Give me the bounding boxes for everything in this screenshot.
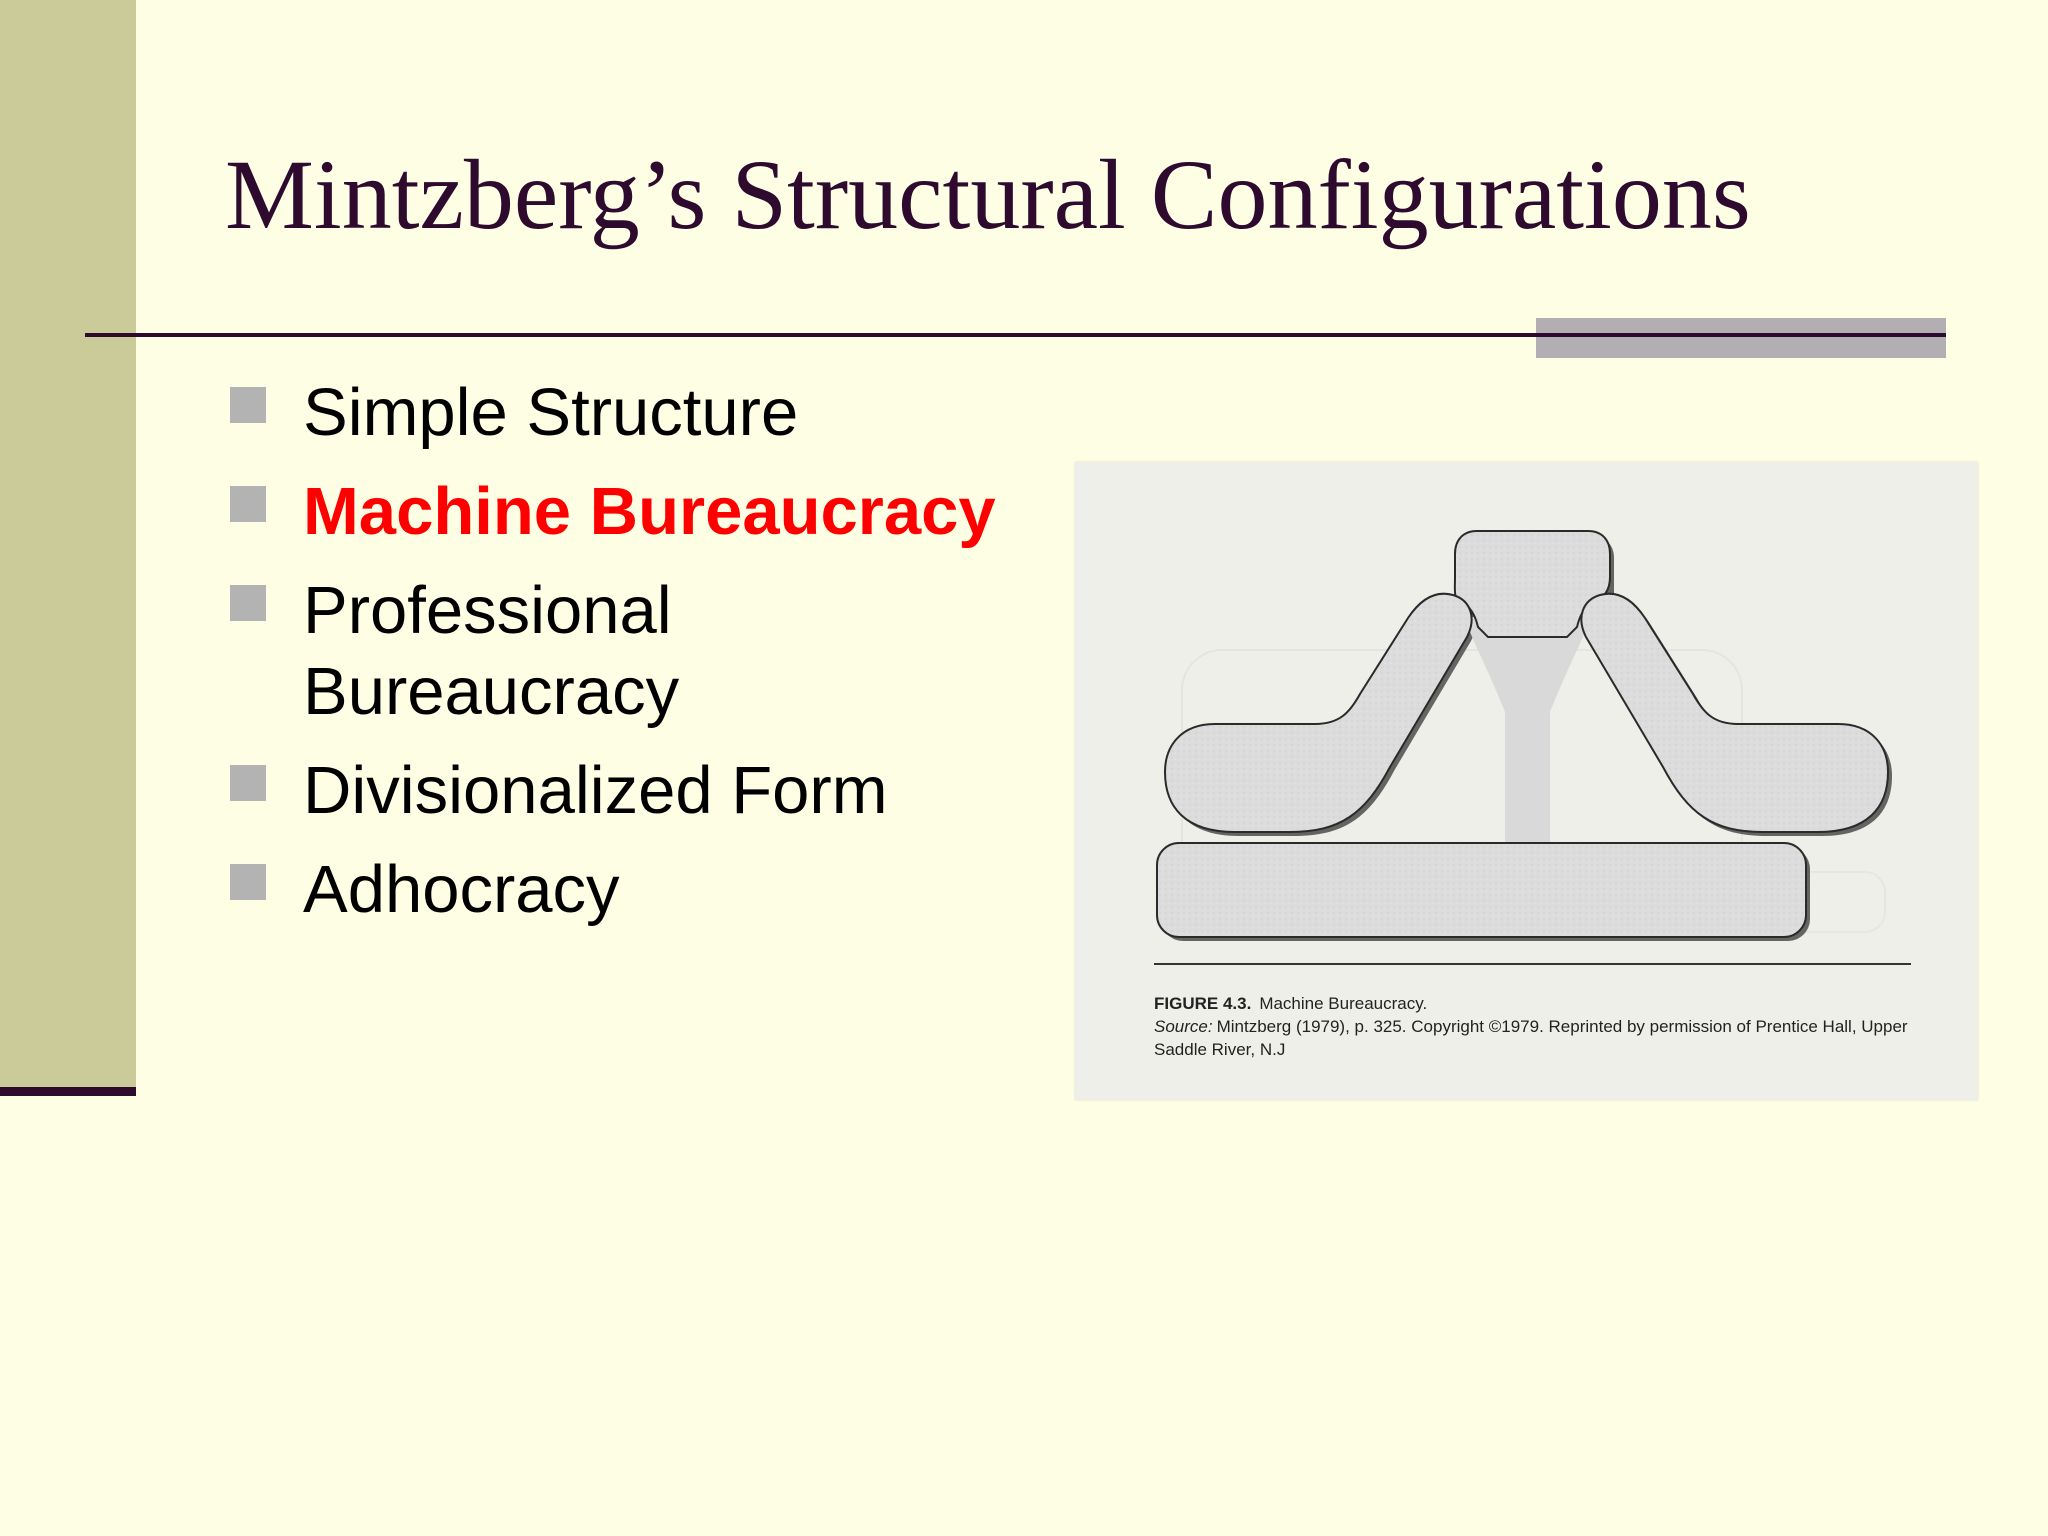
square-bullet-icon [230, 765, 266, 801]
title-rule-accent-line [1536, 333, 1946, 337]
bullet-list [230, 372, 1050, 948]
bullet-text: Professional Bureaucracy [303, 573, 680, 729]
figure-caption-text: Machine Bureaucracy. [1259, 994, 1428, 1013]
figure-caption [1154, 992, 1954, 1061]
support-staff [1581, 594, 1888, 832]
sidebar-bar [0, 0, 136, 1090]
square-bullet-icon [230, 864, 266, 900]
sidebar-base-line [0, 1087, 136, 1096]
bullet-text: Divisionalized Form [303, 753, 888, 828]
bullet-professional-bureaucracy [230, 570, 823, 732]
bullet-divisionalized-form [230, 750, 1050, 831]
figure-label: FIGURE 4.3. [1154, 994, 1252, 1013]
bullet-text: Machine Bureaucracy [303, 474, 996, 549]
square-bullet-icon [230, 486, 266, 522]
slide-title: Mintzberg’s Structural Configurations [225, 139, 1751, 250]
square-bullet-icon [230, 387, 266, 423]
bullet-text: Simple Structure [303, 375, 799, 450]
square-bullet-icon [230, 585, 266, 621]
bullet-simple-structure [230, 372, 1050, 453]
title-rule-accent [1536, 318, 1946, 358]
operating-core [1157, 843, 1806, 937]
figure-source-text: Mintzberg (1979), p. 325. Copyright ©1979. Reprinted by permission of Prentice Hall, Upper Saddle River, N.J [1154, 1017, 1908, 1059]
bullet-machine-bureaucracy [230, 471, 1050, 552]
machine-bureaucracy-figure [1075, 462, 1978, 1100]
middle-line [1465, 617, 1590, 842]
bullet-adhocracy [230, 849, 1050, 930]
figure-source-label: Source: [1154, 1017, 1213, 1036]
bullet-text: Adhocracy [303, 852, 620, 927]
